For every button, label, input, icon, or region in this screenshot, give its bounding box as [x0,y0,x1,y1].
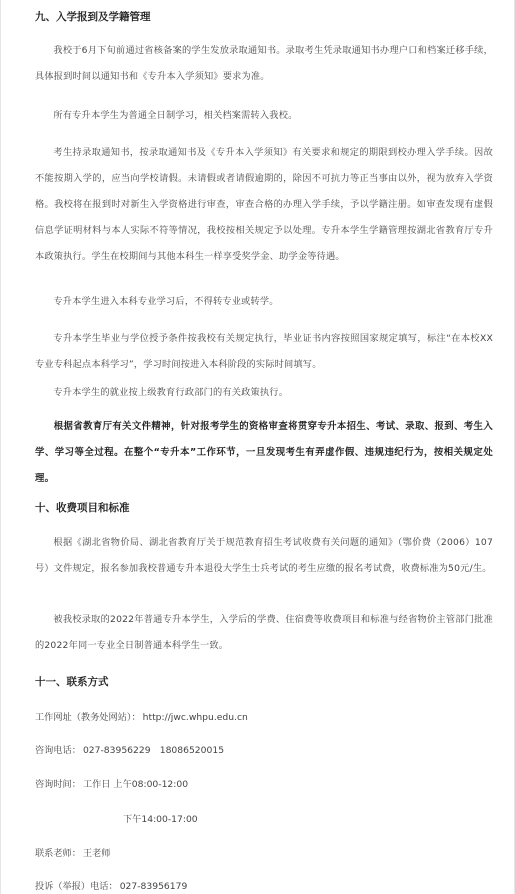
section-10-heading: 十、收费项目和标准 [35,502,130,514]
contact-website-label: 工作网址（教务处网站）： [35,712,141,723]
section-9-paragraph-1: 我校于6月下旬前通过省核备案的学生发放录取通知书。录取考生凭录取通知书办理户口和档案迁移手续，具体报到时间以通知书和《专升本入学须知》要求为准。 [35,45,493,82]
section-9-heading: 九、入学报到及学籍管理 [35,11,151,23]
contact-report-label: 投诉（举报）电话： [35,881,118,892]
contact-teacher-value: 王老师 [82,848,111,859]
section-10-paragraph-2: 被我校录取的2022年普通专升本学生，入学后的学费、住宿费等收费项目和标准与经省物价主管部门批准的2022年同一专业全日制普通本科学生一致。 [35,614,493,651]
contact-report-phone: 027-83956179 [119,881,188,892]
contact-website-link[interactable]: http://jwc.whpu.edu.cn [142,712,248,723]
section-10-paragraph-1: 根据《湖北省物价局、湖北省教育厅关于规范教育招生考试收费有关问题的通知》（鄂价费（2006）107号）文件规定，报名参加我校普通专升本退役大学生士兵考试的考生应缴的报名考试费，收费标准为50元/生。 [35,537,493,574]
contact-hours-afternoon: 下午14:00-17:00 [123,814,198,825]
contact-phone-row [35,742,224,756]
contact-hours-morning: 工作日 上午08:00-12:00 [82,779,189,790]
section-9-paragraph-4: 专升本学生进入本科专业学习后，不得转专业或转学。 [53,296,279,307]
section-9-paragraph-5: 专升本学生毕业与学位授予条件按我校有关规定执行，毕业证书内容按照国家规定填写，标注“在本校XX专业专科起点本科学习”，学习时间按进入本科阶段的实际时间填写。 [35,333,493,370]
contact-hours-row [35,776,188,790]
contact-teacher-label: 联系老师： [35,848,81,859]
contact-report-row [35,878,187,892]
contact-website-row [35,709,248,723]
section-9-paragraph-6: 专升本学生的就业按上级教育行政部门的有关政策执行。 [53,387,289,398]
section-11-heading: 十一、联系方式 [35,676,109,688]
contact-phone-label: 咨询电话： [35,745,81,756]
section-9-paragraph-2: 所有专升本学生为普通全日制学习，相关档案需转入我校。 [53,110,298,121]
contact-phone-value: 027-83956229 18086520015 [82,745,225,756]
contact-teacher-row [35,845,111,859]
section-9-bold-notice: 根据省教育厅有关文件精神，针对报考学生的资格审查将贯穿专升本招生、考试、录取、报到、考生入学、学习等全过程。在整个“专升本”工作环节，一旦发现考生有弄虚作假、违规违纪行为，按相关规定处理。 [35,421,493,484]
section-9-paragraph-3: 考生持录取通知书，按录取通知书及《专升本入学须知》有关要求和规定的期限到校办理入学手续。因故不能按期入学的，应当向学校请假。未请假或者请假逾期的，除因不可抗力等正当事由以外，视为放弃入学资格。我校将在报到时对新生入学资格进行审查，审查合格的办理入学手续，予以学籍注册。如审查发现有虚假信息学证明材料与本人实际不符等情况，我校按相关规定予以处理。专升本学生学籍管理按湖北省教育厅专升本政策执行。学生在校期间与其他本科生一样享受奖学金、助学金等待遇。 [35,147,493,262]
contact-hours-label: 咨询时间： [35,779,81,790]
